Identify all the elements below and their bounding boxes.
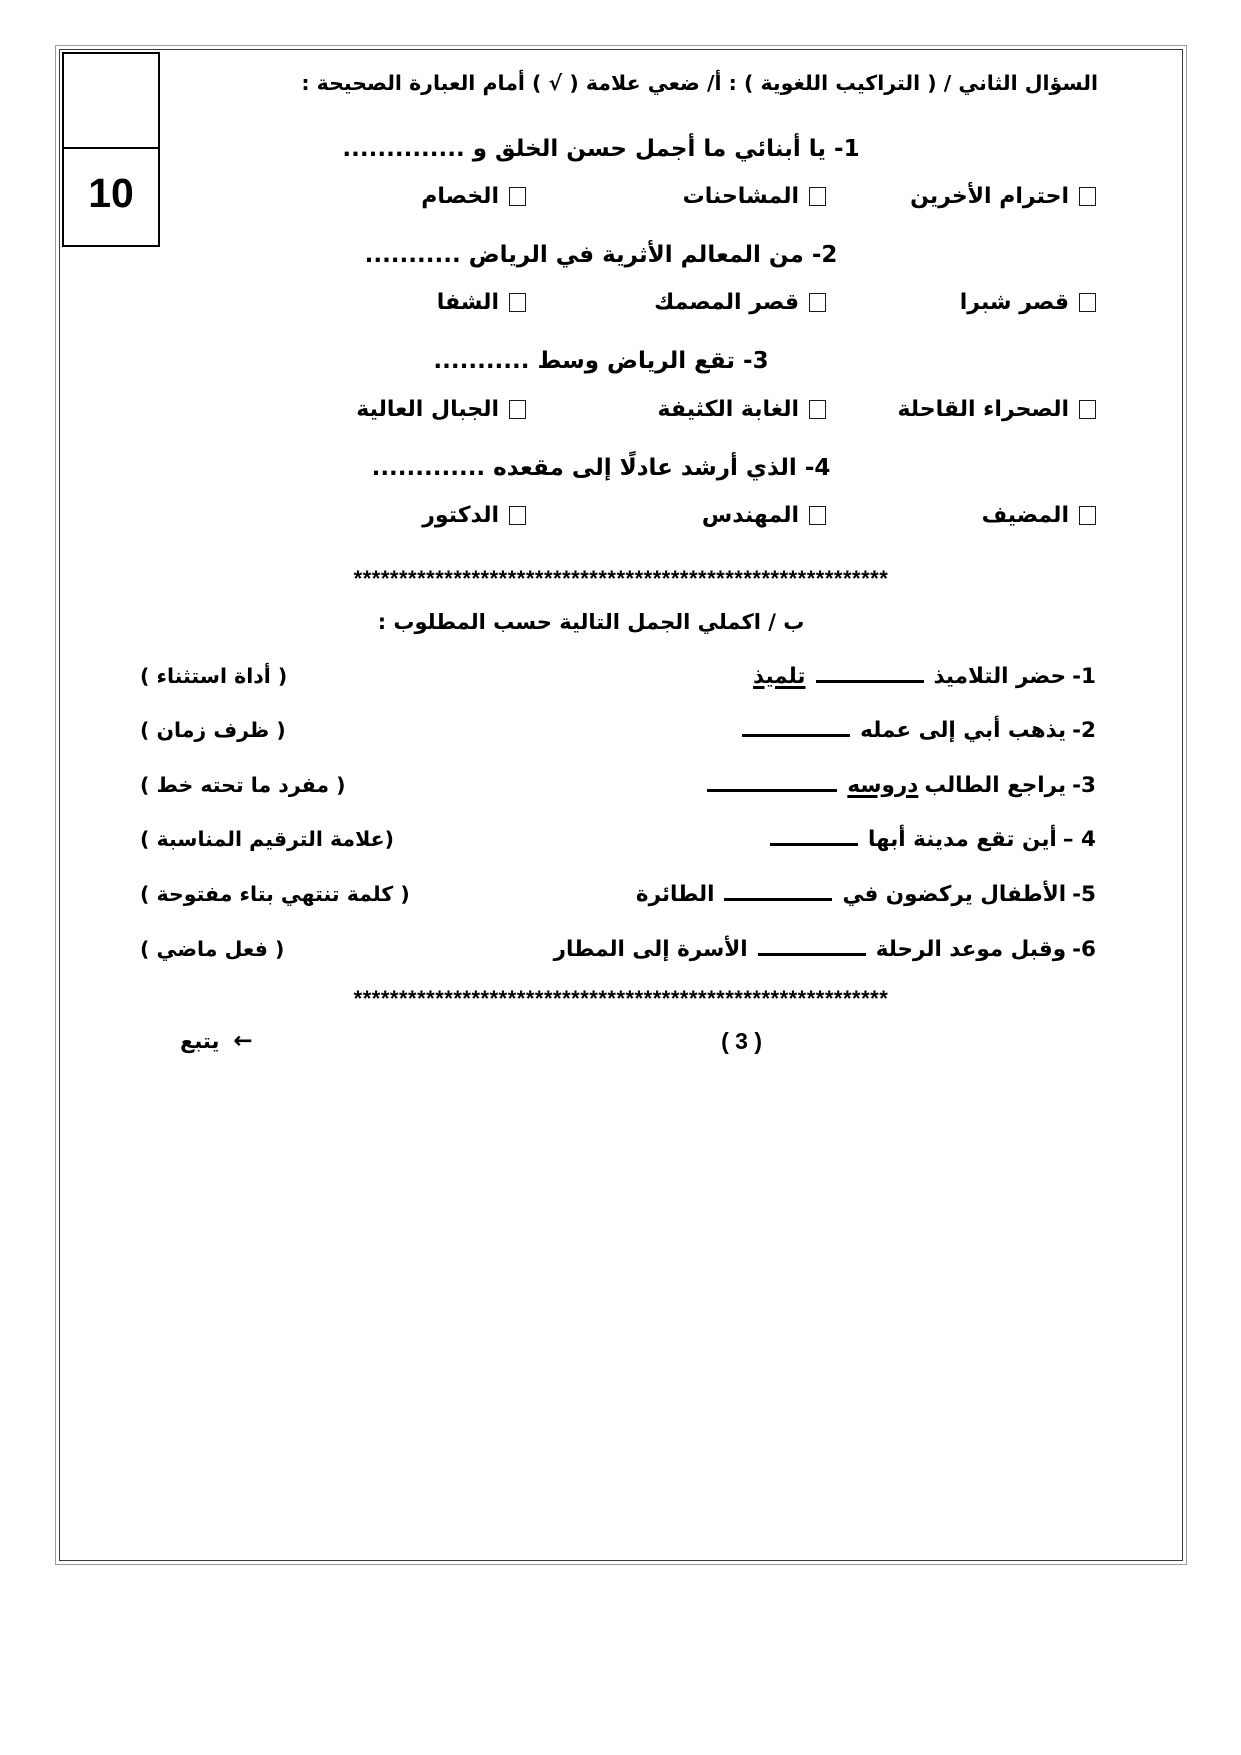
continued-label: يتبع (180, 1029, 220, 1053)
mcq-option-4c[interactable] (266, 503, 526, 528)
page-footer (140, 1028, 1102, 1055)
fill-in-pre-plain-3: يراجع الطالب (924, 772, 1067, 798)
fill-in-sentence-4 (766, 824, 1096, 853)
mcq-option-4b[interactable] (526, 503, 826, 528)
mcq-options-4 (140, 503, 1102, 528)
fill-in-number-3: 3- (1072, 772, 1096, 798)
mcq-option-3b[interactable] (526, 397, 826, 422)
fill-in-hint-4: (علامة الترقيم المناسبة ) (140, 827, 395, 852)
mcq-text-1: يا أبنائي ما أجمل حسن الخلق و .............. (342, 135, 826, 162)
mcq-option-label: المشاحنات (682, 184, 799, 210)
fill-in-row-5 (140, 878, 1102, 907)
mcq-item-4 (140, 452, 1102, 528)
mcq-option-label: الجبال العالية (356, 396, 499, 422)
fill-in-pre-5: الأطفال يركضون في (842, 881, 1067, 907)
fill-in-sentence-5 (636, 878, 1096, 907)
mcq-option-label: المهندس (701, 503, 799, 529)
checkbox-icon[interactable] (509, 293, 526, 312)
fill-in-hint-3: ( مفرد ما تحته خط ) (140, 772, 346, 797)
mcq-stem-1 (140, 133, 1102, 166)
fill-in-number-6: 6- (1072, 936, 1096, 962)
mcq-text-2: من المعالم الأثرية في الرياض ........... (364, 242, 804, 269)
section-title: السؤال الثاني / ( التراكيب اللغوية ) : أ/ ضعي علامة ( √ ) أمام العبارة الصحيحة : (301, 71, 1098, 95)
fill-in-hint-6: ( فعل ماضي ) (140, 936, 285, 961)
mcq-stem-2 (140, 239, 1102, 272)
mcq-options-2 (140, 290, 1102, 315)
fill-in-hint-1: ( أداة استثناء ) (140, 663, 288, 688)
fill-in-hint-5: ( كلمة تنتهي بتاء مفتوحة ) (140, 881, 410, 906)
score-box-value: 10 (88, 169, 134, 216)
fill-in-post-6: الأسرة إلى المطار (553, 936, 748, 962)
mcq-item-2 (140, 239, 1102, 315)
fill-in-sentence-3 (703, 769, 1096, 798)
mcq-option-label: الغابة الكثيفة (657, 396, 799, 422)
mcq-option-label: الخصام (421, 184, 499, 210)
divider-asterisks-bottom: *********************************************************** (353, 987, 889, 1010)
fill-in-blank-4[interactable] (770, 824, 858, 847)
fill-in-sentence-1 (753, 660, 1096, 689)
fill-in-sentence-6 (554, 933, 1096, 962)
fill-in-pre-2: يذهب أبي إلى عمله (860, 718, 1067, 744)
mcq-option-4a[interactable] (826, 503, 1096, 528)
fill-in-number-4: 4 – (1062, 827, 1096, 853)
mcq-number-3: 3- (743, 348, 769, 375)
mcq-option-2b[interactable] (526, 290, 826, 315)
fill-in-pre-4: أين تقع مدينة أبها (867, 827, 1057, 853)
mcq-options-3 (140, 397, 1102, 422)
fill-in-row-4 (140, 824, 1102, 853)
continued-marker (150, 1028, 253, 1054)
checkbox-icon[interactable] (1079, 400, 1096, 419)
mcq-option-1a[interactable] (826, 184, 1096, 209)
fill-in-number-1: 1- (1072, 663, 1096, 689)
mcq-stem-3 (140, 345, 1102, 378)
fill-in-post-5: الطائرة (635, 881, 715, 907)
mcq-option-1c[interactable] (266, 184, 526, 209)
mcq-text-4: الذي أرشد عادلًا إلى مقعده ............. (371, 454, 797, 481)
divider-asterisks-top: *********************************************************** (353, 568, 889, 591)
fill-in-row-3 (140, 769, 1102, 798)
mcq-number-2: 2- (811, 242, 838, 269)
fill-in-number-2: 2- (1072, 718, 1096, 744)
mcq-stem-4 (140, 452, 1102, 485)
fill-in-list (140, 660, 1102, 961)
mcq-option-2c[interactable] (266, 290, 526, 315)
fill-in-number-5: 5- (1072, 881, 1096, 907)
checkbox-icon[interactable] (1079, 187, 1096, 206)
exam-content (60, 50, 1182, 1065)
fill-in-row-2 (140, 715, 1102, 744)
mcq-option-3c[interactable] (266, 397, 526, 422)
mcq-option-2a[interactable] (826, 290, 1096, 315)
fill-in-blank-6[interactable] (758, 933, 866, 956)
mcq-option-3a[interactable] (826, 397, 1096, 422)
checkbox-icon[interactable] (809, 187, 826, 206)
mcq-option-label: احترام الأخرين (910, 184, 1069, 210)
mcq-option-label: الصحراء القاحلة (897, 396, 1069, 422)
fill-in-sentence-2 (738, 715, 1096, 744)
fill-in-blank-1[interactable] (816, 660, 924, 683)
checkbox-icon[interactable] (509, 187, 526, 206)
exam-page-frame (55, 45, 1187, 1565)
mcq-option-label: الشفا (436, 290, 499, 316)
mcq-option-label: الدكتور (422, 503, 499, 529)
fill-in-row-1 (140, 660, 1102, 689)
fill-in-pre-1: حضر التلاميذ (933, 663, 1067, 689)
fill-in-pre-3: دروسه (847, 772, 919, 798)
fill-in-post-1: تلميذ (753, 663, 806, 689)
exam-page-inner (59, 49, 1183, 1561)
fill-in-pre-6: وقبل موعد الرحلة (875, 936, 1067, 962)
checkbox-icon[interactable] (509, 400, 526, 419)
left-arrow-icon: ← (233, 1028, 253, 1054)
mcq-options-1 (140, 184, 1102, 209)
mcq-item-1 (140, 133, 1102, 209)
checkbox-icon[interactable] (809, 506, 826, 525)
mcq-number-4: 4- (804, 454, 831, 481)
mcq-text-3: تقع الرياض وسط ........... (433, 348, 736, 375)
checkbox-icon[interactable] (1079, 506, 1096, 525)
mcq-option-label: قصر المصمك (654, 290, 799, 316)
checkbox-icon[interactable] (809, 293, 826, 312)
checkbox-icon[interactable] (509, 506, 526, 525)
mcq-option-1b[interactable] (526, 184, 826, 209)
fill-in-row-6 (140, 933, 1102, 962)
fill-in-blank-3[interactable] (707, 769, 837, 792)
checkbox-icon[interactable] (809, 400, 826, 419)
fill-in-blank-2[interactable] (742, 715, 850, 738)
page-number: ( 3 ) (721, 1027, 762, 1054)
fill-in-hint-2: ( ظرف زمان ) (140, 718, 286, 743)
mcq-option-label: المضيف (981, 503, 1069, 529)
checkbox-icon[interactable] (1079, 293, 1096, 312)
mcq-option-label: قصر شبرا (959, 290, 1069, 316)
mcq-item-3 (140, 345, 1102, 421)
fill-in-blank-5[interactable] (724, 878, 832, 901)
mcq-number-1: 1- (834, 135, 860, 162)
section-b-title: ب / اكملي الجمل التالية حسب المطلوب : (377, 610, 805, 635)
